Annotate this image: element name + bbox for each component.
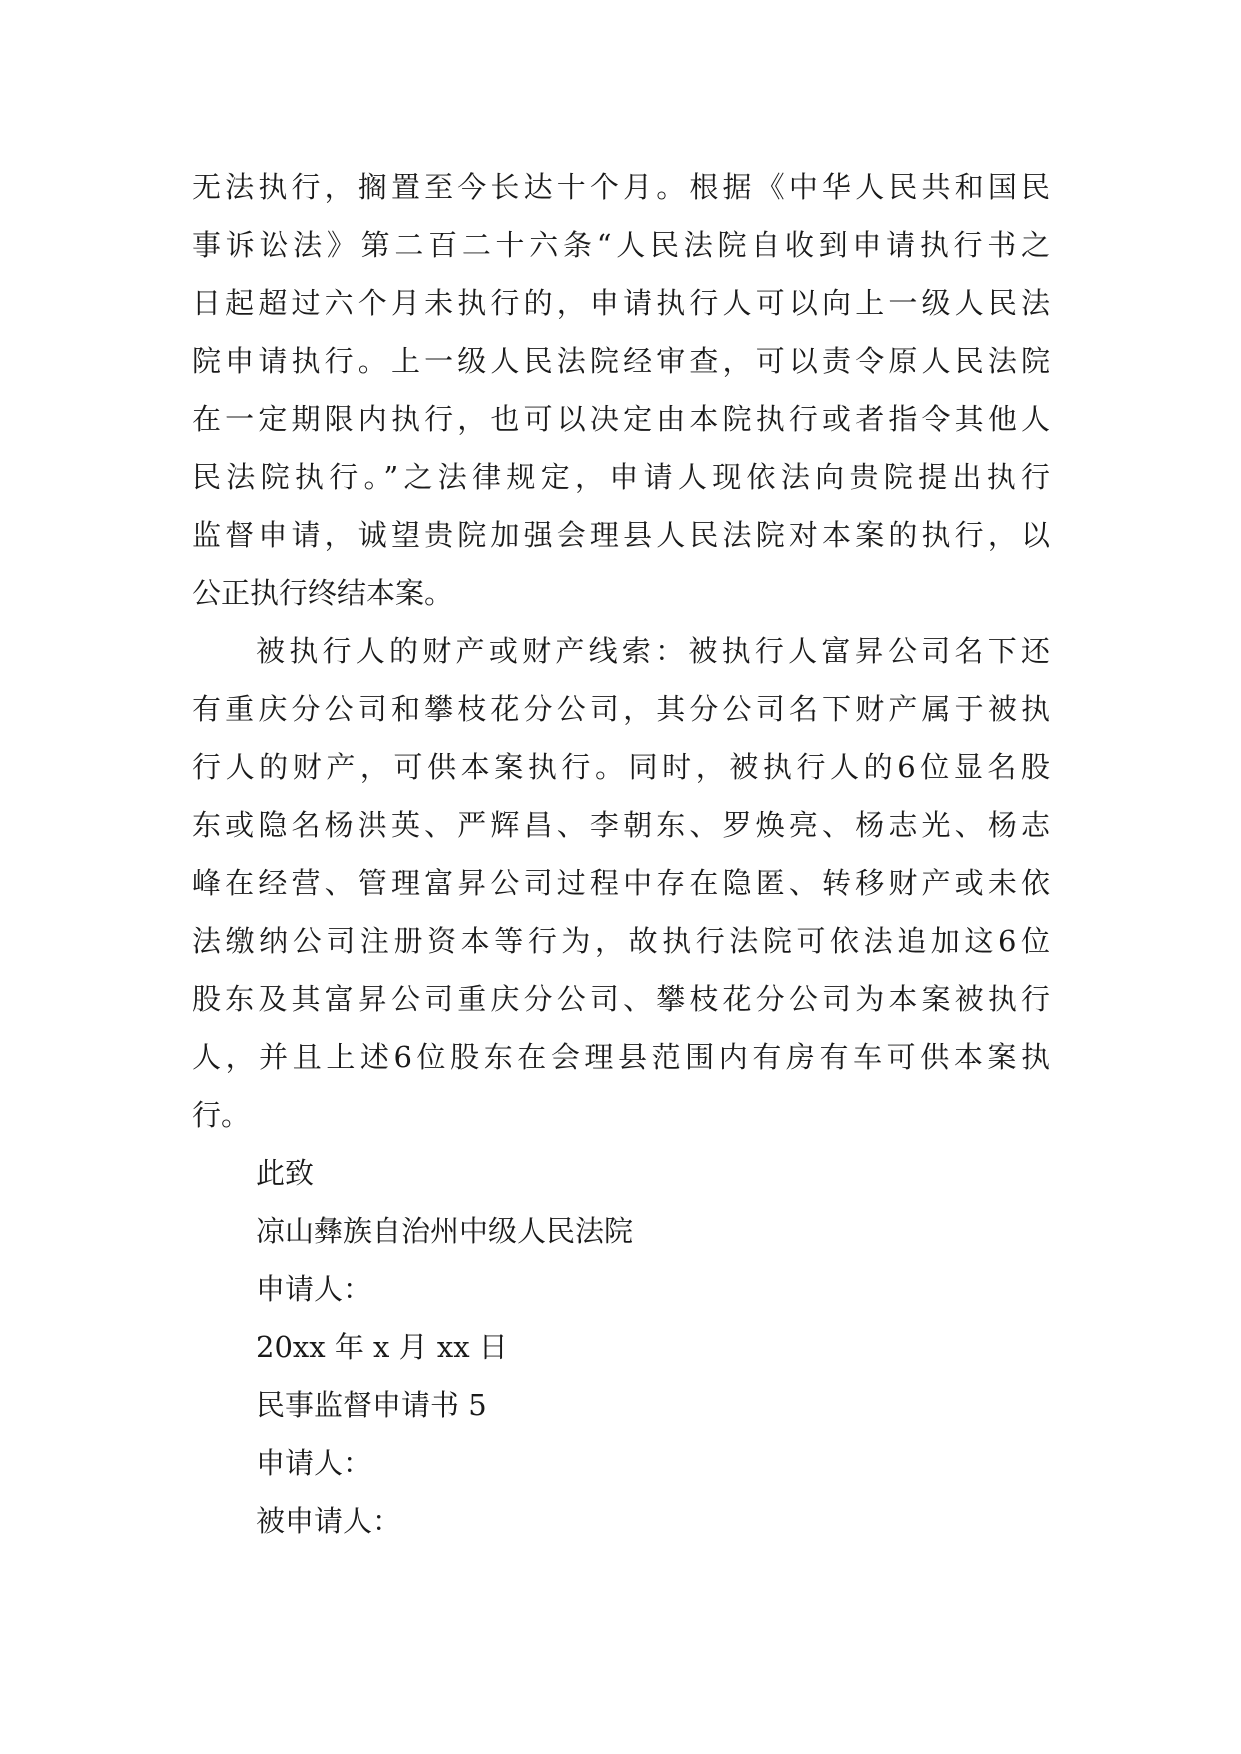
date: 20xx 年 x 月 xx 日 xyxy=(256,1330,508,1364)
text-line: 行人的财产，可供本案执行。同时，被执行人的6位显名股 xyxy=(192,750,1050,784)
text-line: 人，并且上述6位股东在会理县范围内有房有车可供本案执 xyxy=(192,1040,1050,1074)
closing-block xyxy=(192,1144,1050,1376)
applicant-label: 申请人： xyxy=(256,1272,373,1306)
recipient: 凉山彝族自治州中级人民法院 xyxy=(256,1214,634,1248)
applicant-label: 申请人： xyxy=(256,1446,373,1480)
text-line: 监督申请，诚望贵院加强会理县人民法院对本案的执行，以 xyxy=(192,518,1050,552)
document-page xyxy=(192,158,1050,1550)
text-line: 法缴纳公司注册资本等行为，故执行法院可依法追加这6位 xyxy=(192,924,1050,958)
text-line: 行。 xyxy=(192,1098,251,1132)
text-line: 东或隐名杨洪英、严辉昌、李朝东、罗焕亮、杨志光、杨志 xyxy=(192,808,1050,842)
text-line: 峰在经营、管理富昇公司过程中存在隐匿、转移财产或未依 xyxy=(192,866,1050,900)
salutation: 此致 xyxy=(256,1156,315,1190)
text-line: 民法院执行。”之法律规定，申请人现依法向贵院提出执行 xyxy=(192,460,1050,494)
text-line: 公正执行终结本案。 xyxy=(192,576,454,610)
next-section xyxy=(192,1376,1050,1550)
paragraph-legal-basis xyxy=(192,158,1050,622)
paragraph-property-clues xyxy=(192,622,1050,1144)
text-line: 在一定期限内执行，也可以决定由本院执行或者指令其他人 xyxy=(192,402,1050,436)
text-line: 日起超过六个月未执行的，申请执行人可以向上一级人民法 xyxy=(192,286,1050,320)
section-title: 民事监督申请书 5 xyxy=(256,1388,487,1422)
text-line: 事诉讼法》第二百二十六条“人民法院自收到申请执行书之 xyxy=(192,228,1050,262)
text-line: 股东及其富昇公司重庆分公司、攀枝花分公司为本案被执行 xyxy=(192,982,1050,1016)
text-line: 院申请执行。上一级人民法院经审查，可以责令原人民法院 xyxy=(192,344,1050,378)
text-line: 有重庆分公司和攀枝花分公司，其分公司名下财产属于被执 xyxy=(192,692,1050,726)
text-line: 被执行人的财产或财产线索：被执行人富昇公司名下还 xyxy=(256,634,1050,668)
respondent-label: 被申请人： xyxy=(256,1504,402,1538)
text-line: 无法执行，搁置至今长达十个月。根据《中华人民共和国民 xyxy=(192,170,1050,204)
